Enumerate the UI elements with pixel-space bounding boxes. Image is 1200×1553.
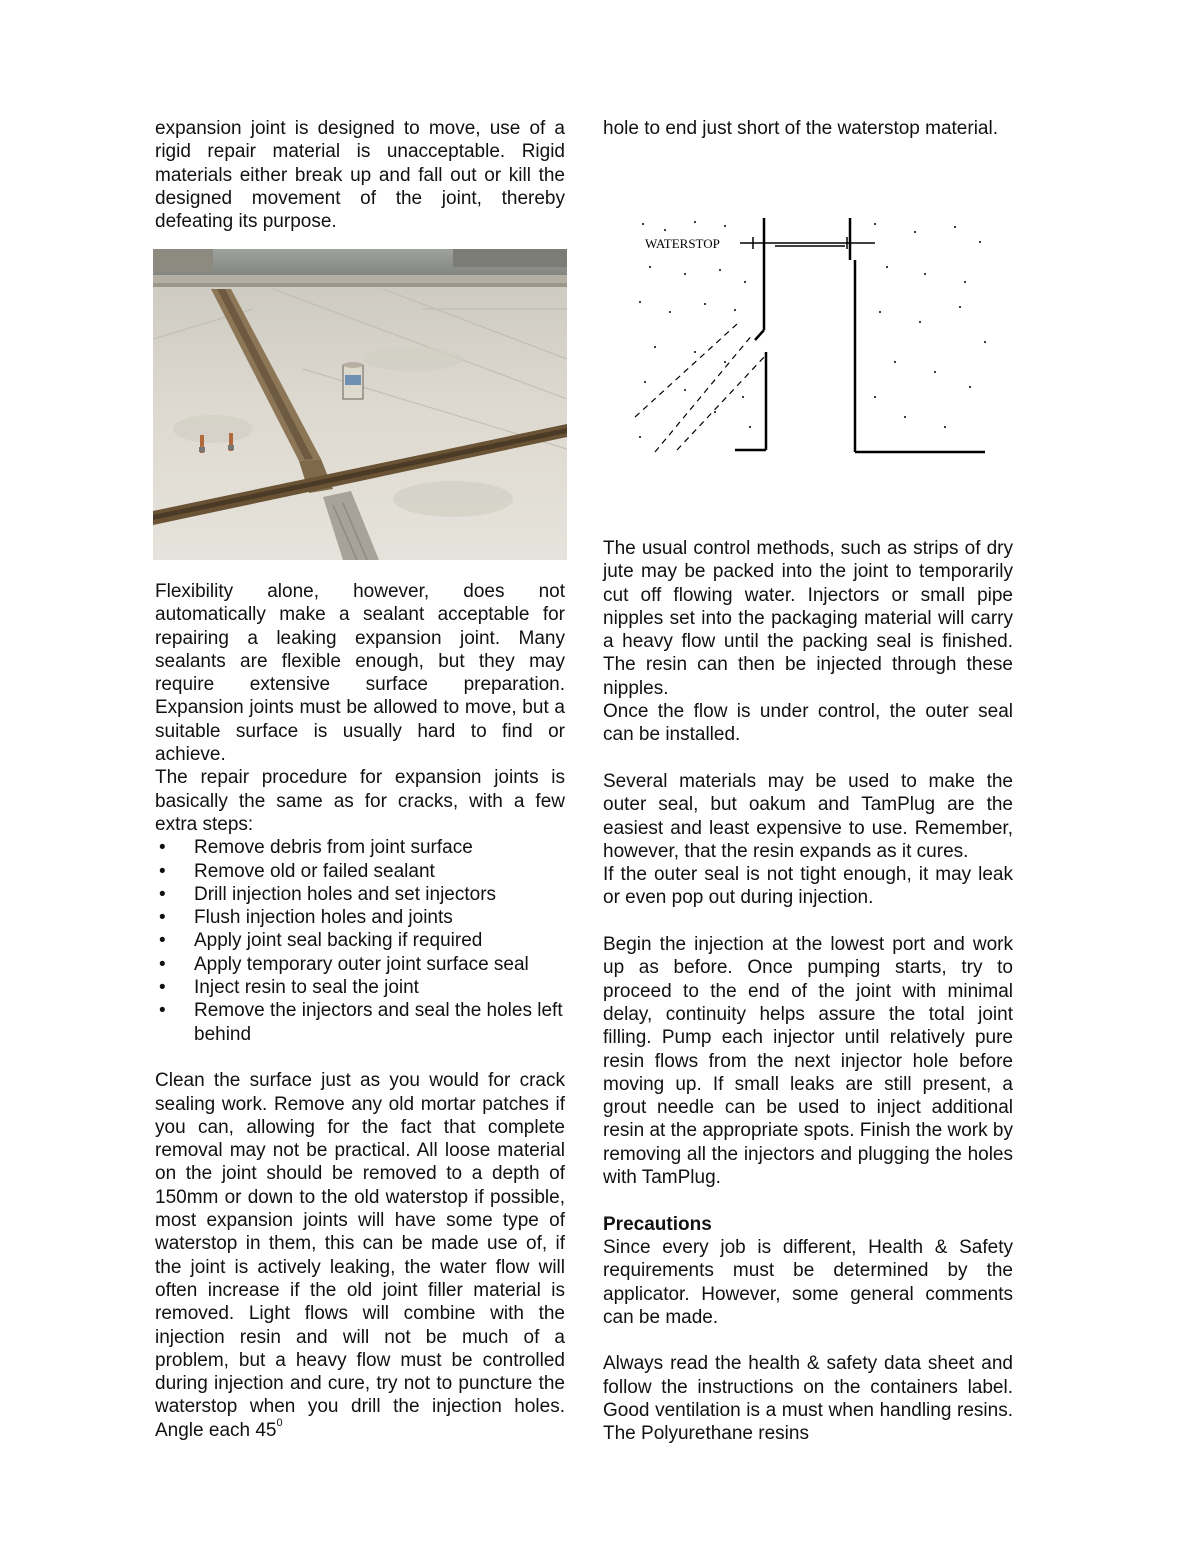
cleaning-paragraph: [155, 1069, 565, 1442]
list-item: • Drill injection holes and set injectors: [155, 883, 565, 906]
list-item: • Flush injection holes and joints: [155, 906, 565, 929]
waterstop-label: WATERSTOP: [645, 236, 720, 251]
data-sheet-paragraph: Always read the health & safety data sheet and follow the instructions on the containers label. Good ventilation is a must when handling resins. The Polyurethane resins: [603, 1353, 1013, 1445]
list-item: • Inject resin to seal the joint: [155, 976, 565, 999]
repair-steps-list: [155, 836, 565, 1046]
injection-paragraph: Begin the injection at the lowest port and work up as before. Once pumping starts, try to proceed to the end of the joint with minimal delay, continuity helps assure the total joint filling. Pump each injector until relatively pure resin flows from the next injector hole before moving up. If small leaks are still present, a grout needle can be used to inject additional resin at the appropriate spots. Finish the work by removing all the injectors and plugging the holes with TamPlug.: [603, 934, 1013, 1189]
degree-superscript: 0: [276, 1417, 283, 1430]
control-methods-paragraph: The usual control methods, such as strips of dry jute may be packed into the joint to temporarily cut off flowing water. Injectors or small pipe nipples set into the packaging material will carry a heavy flow until the packing seal is finished. The resin can then be injected through these nipples.: [603, 538, 1013, 699]
list-item: • Remove debris from joint surface: [155, 836, 565, 859]
precautions-heading: Precautions: [603, 1213, 712, 1235]
right-intro-paragraph: hole to end just short of the waterstop material.: [603, 118, 998, 139]
tight-seal-paragraph: If the outer seal is not tight enough, it may leak or even pop out during injection.: [603, 864, 1013, 909]
waterstop-diagram: [625, 212, 995, 462]
list-item: • Apply temporary outer joint surface seal: [155, 953, 565, 976]
left-body: [155, 580, 565, 1442]
outer-seal-paragraph: Once the flow is under control, the outer seal can be installed.: [603, 701, 1013, 746]
expansion-joint-photo: [153, 249, 567, 560]
materials-paragraph: Several materials may be used to make the outer seal, but oakum and TamPlug are the easiest and least expensive to use. Remember, however, that the resin expands as it cures.: [603, 770, 1013, 862]
left-column: [155, 117, 565, 233]
list-item: • Remove old or failed sealant: [155, 860, 565, 883]
list-item: • Remove the injectors and seal the holes left behind: [155, 999, 565, 1046]
right-body: [603, 537, 1013, 1446]
left-intro-paragraph: expansion joint is designed to move, use of a rigid repair material is unacceptable. Rigid materials either break up and fall out or kill the designed movement of the joint, thereby defeating its purpose.: [155, 118, 565, 233]
health-safety-paragraph: Since every job is different, Health & Safety requirements must be determined by the applicator. However, some general comments can be made.: [603, 1236, 1013, 1328]
repair-procedure-paragraph: The repair procedure for expansion joints is basically the same as for cracks, with a few extra steps:: [155, 767, 565, 835]
flexibility-paragraph: Flexibility alone, however, does not automatically make a sealant acceptable for repairing a leaking expansion joint. Many sealants are flexible enough, but they may require extensive surface preparation. Expansion joints must be allowed to move, but a suitable surface is usually hard to find or achieve.: [155, 581, 565, 766]
right-column-top: [603, 117, 1013, 140]
list-item: • Apply joint seal backing if required: [155, 929, 565, 952]
cleaning-paragraph-text: Clean the surface just as you would for crack sealing work. Remove any old mortar patches if you can, allowing for the fact that complete removal may not be practical. All loose material on the joint should be removed to a depth of 150mm or down to the old waterstop if possible, most expansion joints will have some type of waterstop in them, this can be made use of, if the joint is actively leaking, the water flow will often increase if the old joint filler material is removed. Light flows will combine with the injection resin and will not be much of a problem, but a heavy flow must be controlled during injection and cure, try not to puncture the waterstop when you drill the injection holes. Angle each 45: [155, 1070, 565, 1441]
